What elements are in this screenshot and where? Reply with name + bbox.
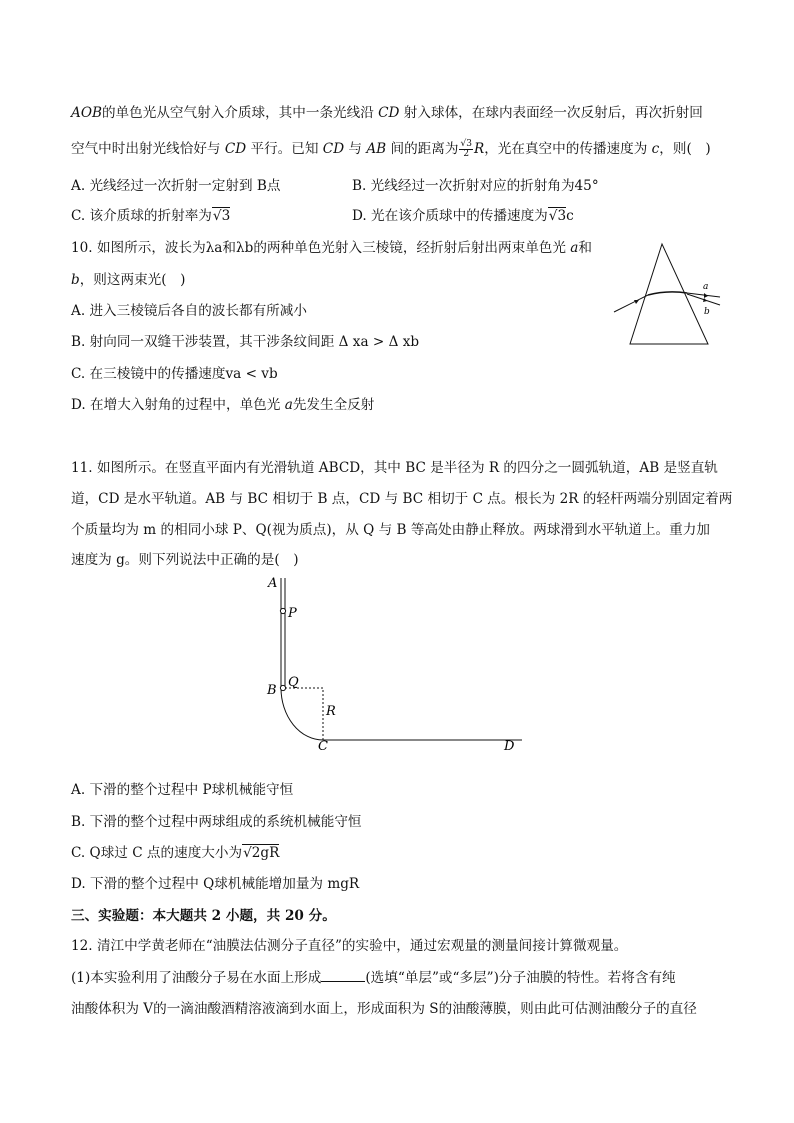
label-c: C (318, 739, 328, 752)
q10-stem-line1 (71, 238, 592, 258)
sqrt-expression: √2gR (243, 845, 280, 861)
q11-option-d: D. 下滑的整个过程中 Q球机械能增加量为 mgR (71, 876, 360, 892)
q9-cd: CD (322, 141, 345, 157)
option-text: 先发生全反射 (292, 397, 375, 413)
q10-option-b: B. 射向同一双缝干涉装置，其干涉条纹间距 Δ xa > Δ xb (71, 334, 420, 350)
radius-dashed (285, 688, 323, 740)
q9-text: 平行。已知 (246, 141, 323, 157)
track-figure (260, 572, 530, 752)
option-text: c (566, 208, 574, 224)
q12-text: (1)本实验利用了油酸分子易在水面上形成 (71, 970, 322, 986)
q9-stem-line1 (71, 103, 703, 123)
q10-a: a (284, 397, 293, 413)
ball-p (280, 608, 285, 613)
q9-option-a: A. 光线经过一次折射一定射到 B点 (71, 178, 281, 194)
q9-cd: CD (224, 141, 247, 157)
label-b: B (267, 683, 277, 698)
q9-text: 间的距离为 (386, 141, 459, 157)
sqrt-expression: √3 (548, 208, 567, 224)
option-text: D. 光在该介质球中的传播速度为 (352, 208, 548, 224)
q9-cd: CD (378, 105, 400, 121)
q9-option-b: B. 光线经过一次折射对应的折射角为45° (352, 178, 599, 194)
q9-stem-line2 (71, 139, 711, 159)
q9-option-c (71, 206, 230, 226)
q10-b: b (71, 272, 80, 288)
q9-fraction (459, 140, 472, 159)
q11-stem-line4: 速度为 g。则下列说法中正确的是( ) (71, 552, 299, 568)
label-r: R (326, 704, 336, 719)
q9-text: ，则( ) (659, 141, 711, 157)
q11-stem-line1: 11. 如图所示。在竖直平面内有光滑轨道 ABCD，其中 BC 是半径为 R 的四分之一圆弧轨道，AB 是竖直轨 (71, 460, 718, 476)
q12-text: (选填“单层”或“多层”)分子油膜的特性。若将含有纯 (365, 970, 676, 986)
q9-text: 射入球体，在球内表面经一次反射后，再次折射回 (399, 105, 703, 121)
q12-stem-line1: 12. 清江中学黄老师在“油膜法估测分子直径”的实验中，通过宏观量的测量间接计算微观量。 (71, 938, 628, 954)
q9-ab: AB (366, 141, 387, 157)
label-a: A (268, 576, 278, 591)
label-d: D (504, 739, 515, 752)
q10-text: ，则这两束光( ) (79, 272, 186, 288)
q9-text: 的单色光从空气射入介质球，其中一条光线沿 (101, 105, 379, 121)
q9-option-d (352, 206, 574, 226)
q9-text: ，光在真空中的传播速度为 (484, 141, 652, 157)
q10-text: 和 (578, 240, 592, 256)
label-p: P (288, 606, 297, 621)
sqrt-expression: √3 (212, 208, 231, 224)
refracted-ray (648, 292, 687, 295)
q10-option-d (71, 395, 374, 415)
track-bc-arc (281, 688, 323, 740)
fraction-denominator: 2 (463, 149, 470, 159)
ball-q (280, 685, 285, 690)
q9-text: 空气中时出射光线恰好与 (71, 141, 225, 157)
exit-ray-b (687, 294, 720, 305)
q9-aob: AOB (71, 105, 102, 121)
q11-stem-line2: 道，CD 是水平轨道。AB 与 BC 相切于 B 点，CD 与 BC 相切于 C 点。根长为 2R 的轻杆两端分别固定着两 (71, 491, 733, 507)
prism-figure (612, 238, 724, 348)
answer-blank[interactable] (321, 967, 365, 982)
q11-option-b: B. 下滑的整个过程中两球组成的系统机械能守恒 (71, 814, 362, 830)
section-heading: 三、实验题：本大题共 2 小题，共 20 分。 (71, 908, 336, 924)
q10-option-a: A. 进入三棱镜后各自的波长都有所减小 (71, 303, 307, 319)
label-q: Q (288, 675, 299, 690)
q10-a: a (570, 240, 579, 256)
exit-ray-a (687, 293, 720, 297)
option-text: D. 在增大入射角的过程中，单色光 (71, 397, 285, 413)
q11-stem-line3: 个质量均为 m 的相同小球 P、Q(视为质点)，从 Q 与 B 等高处由静止释放。两球滑到水平轨道上。重力加 (71, 522, 710, 538)
q10-text: 10. 如图所示，波长为λa和λb的两种单色光射入三棱镜，经折射后射出两束单色光 (71, 240, 571, 256)
q11-option-c (71, 843, 279, 863)
q9-c: c (651, 141, 660, 157)
q10-stem-line2 (71, 270, 185, 290)
option-text: C. 该介质球的折射率为 (71, 208, 212, 224)
q12-stem-line2 (71, 967, 676, 988)
q11-option-a: A. 下滑的整个过程中 P球机械能守恒 (71, 782, 294, 798)
ray-label-a: a (703, 282, 709, 292)
ray-label-b: b (704, 307, 710, 317)
fraction-numerator: √3 (460, 139, 472, 149)
q12-stem-line3: 油酸体积为 V的一滴油酸酒精溶液滴到水面上，形成面积为 S的油酸薄膜，则由此可估测油酸分子的直径 (71, 1001, 697, 1017)
q9-text: 与 (344, 141, 367, 157)
q10-option-c: C. 在三棱镜中的传播速度va < vb (71, 366, 278, 382)
option-text: C. Q球过 C 点的速度大小为 (71, 845, 243, 861)
q9-r: R (473, 141, 485, 157)
